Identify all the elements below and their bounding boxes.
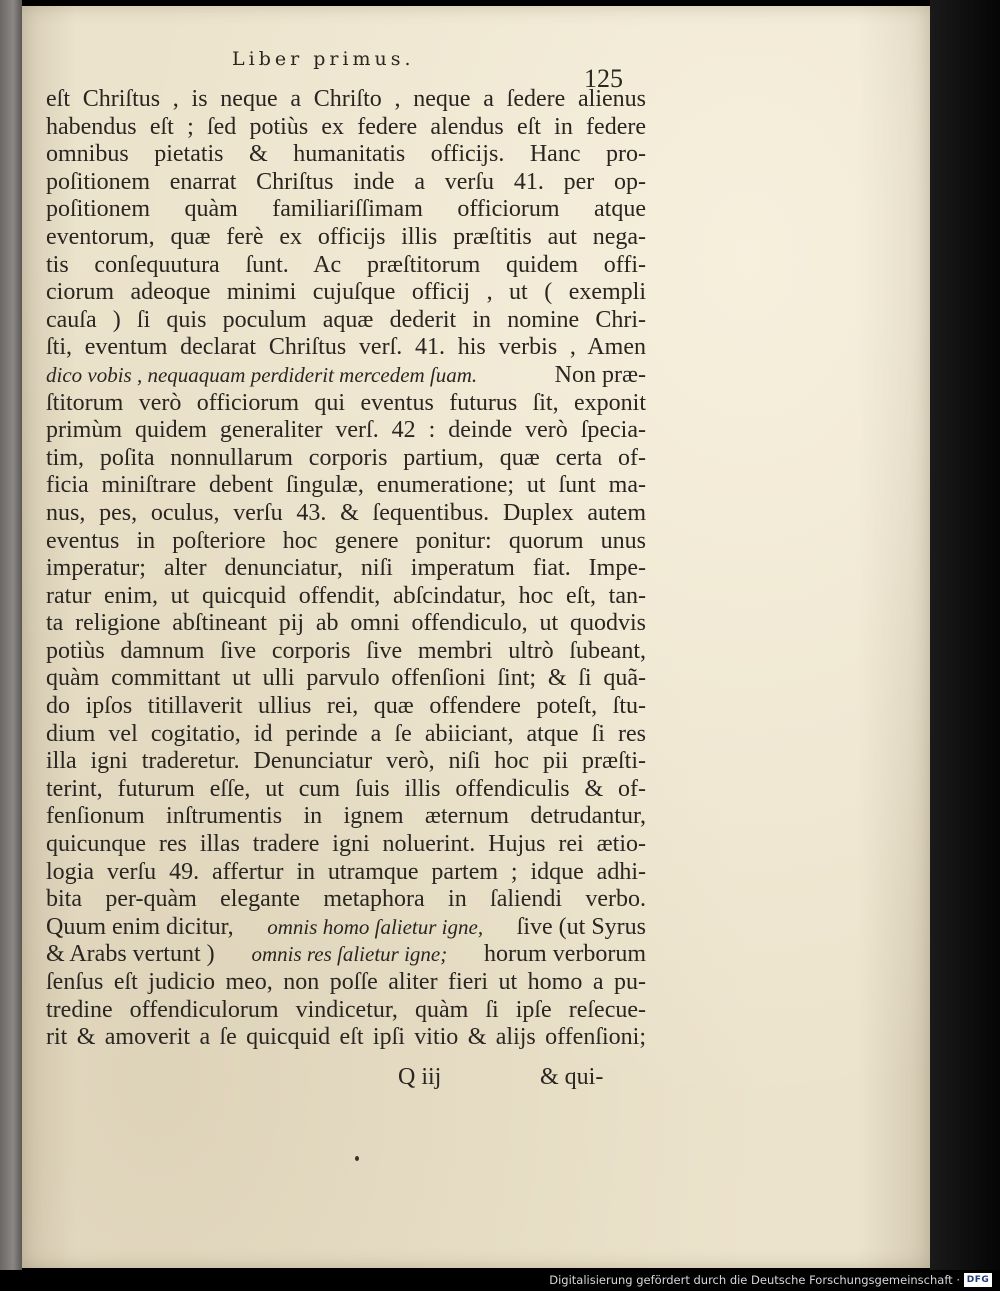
text-line: poſitionem enarrat Chriſtus inde a verſu 41. per op- — [46, 168, 646, 195]
text-line: terint, futurum eſſe, ut cum ſuis illis offendiculis & of- — [46, 775, 646, 802]
text-line: poſitionem quàm familiariſſimam officiorum atque — [46, 196, 646, 223]
text-line-mixed — [46, 914, 646, 942]
text-line: cauſa ) ſi quis poculum aquæ dederit in nomine Chri- — [46, 306, 646, 333]
italic-quote: omnis homo ſalietur igne, — [267, 914, 484, 939]
text-line: omnibus pietatis & humanitatis officijs. Hanc pro- — [46, 141, 646, 168]
book-page — [22, 6, 930, 1268]
line-tail: Non præ- — [554, 361, 646, 388]
text-line: illa igni traderetur. Denunciatur verò, niſi hoc pii præſti- — [46, 748, 646, 775]
text-line: nus, pes, oculus, verſu 43. & ſequentibus. Duplex autem — [46, 499, 646, 526]
text-line: quicunque res illas tradere igni noluerint. Hujus rei ætio- — [46, 831, 646, 858]
text-line: habendus eſt ; ſed potiùs ex federe alendus eſt in federe — [46, 113, 646, 140]
text-line: bita per-quàm elegante metaphora in ſaliendi verbo. — [46, 886, 646, 913]
text-line: eventorum, quæ ferè ex officijs illis præſtitis aut nega- — [46, 223, 646, 250]
text-line: do ipſos titillaverit ullius rei, quæ offendere poteſt, ſtu- — [46, 693, 646, 720]
text-line: tredine offendiculorum vindicetur, quàm ſi ipſe reſecue- — [46, 996, 646, 1023]
text-line: ficia miniſtrare debent ſingulæ, enumeratione; ut ſunt ma- — [46, 472, 646, 499]
text-line-mixed — [46, 941, 646, 969]
italic-quote: omnis res ſalietur igne; — [251, 942, 448, 967]
text-line-italic-quote — [46, 362, 646, 390]
text-line: ta religione abſtineant pij ab omni offendiculo, ut quodvis — [46, 610, 646, 637]
scan-left-board — [0, 0, 22, 1270]
dfg-logo: DFG — [964, 1273, 992, 1287]
text-line: ſtitorum verò officiorum qui eventus futurus ſit, exponit — [46, 389, 646, 416]
body-text — [46, 86, 646, 1052]
text-line: quàm committant ut ulli parvulo offenſioni ſint; & ſi quã- — [46, 665, 646, 692]
text-line: logia verſu 49. affertur in utramque partem ; idque adhi- — [46, 858, 646, 885]
text-line: potiùs damnum ſive corporis ſive membri ultrò ſubeant, — [46, 637, 646, 664]
line-tail: horum verborum — [484, 941, 646, 968]
text-line: ciorum adeoque minimi cujuſque officij , ut ( exempli — [46, 279, 646, 306]
text-line: ratur enim, ut quicquid offendit, abſcindatur, hoc eſt, tan- — [46, 582, 646, 609]
text-line: rit & amoverit a ſe quicquid eſt ipſi vitio & alijs offenſioni; — [46, 1024, 646, 1051]
line-head: Quum enim dicitur, — [46, 913, 234, 940]
italic-quote: dico vobis , nequaquam perdiderit mercedem ſuam. — [46, 362, 478, 387]
page-number: 125 — [584, 64, 623, 93]
text-line: tis conſequutura ſunt. Ac præſtitorum quidem offi- — [46, 251, 646, 278]
line-head: & Arabs vertunt ) — [46, 941, 215, 968]
text-line: fenſionum inſtrumentis in ignem æternum detrudantur, — [46, 803, 646, 830]
text-line: primùm quidem generaliter verſ. 42 : deinde verò ſpecia- — [46, 417, 646, 444]
scan-right-edge — [930, 0, 1000, 1270]
digitization-credit: Digitalisierung gefördert durch die Deutsche Forschungsgemeinschaft · — [549, 1273, 960, 1287]
running-head: Liber primus. — [232, 48, 415, 70]
text-line: dium vel cogitatio, id perinde a ſe abiiciant, atque ſi res — [46, 720, 646, 747]
catchword: & qui- — [540, 1064, 604, 1090]
line-tail: ſive (ut Syrus — [516, 913, 646, 940]
text-line: imperatur; alter denunciatur, niſi imperatum fiat. Impe- — [46, 555, 646, 582]
text-line: eſt Chriſtus , is neque a Chriſto , neque a ſedere alienus — [46, 86, 646, 112]
signature-mark: Q iij — [398, 1064, 442, 1090]
ink-speck — [355, 1156, 359, 1161]
text-line: ſenſus eſt judicio meo, non poſſe aliter fieri ut homo a pu- — [46, 969, 646, 995]
text-line: ſti, eventum declarat Chriſtus verſ. 41. his verbis , Amen — [46, 334, 646, 361]
text-line: tim, poſita nonnullarum corporis partium, quæ certa of- — [46, 444, 646, 471]
text-line: eventus in poſteriore hoc genere ponitur: quorum unus — [46, 527, 646, 554]
